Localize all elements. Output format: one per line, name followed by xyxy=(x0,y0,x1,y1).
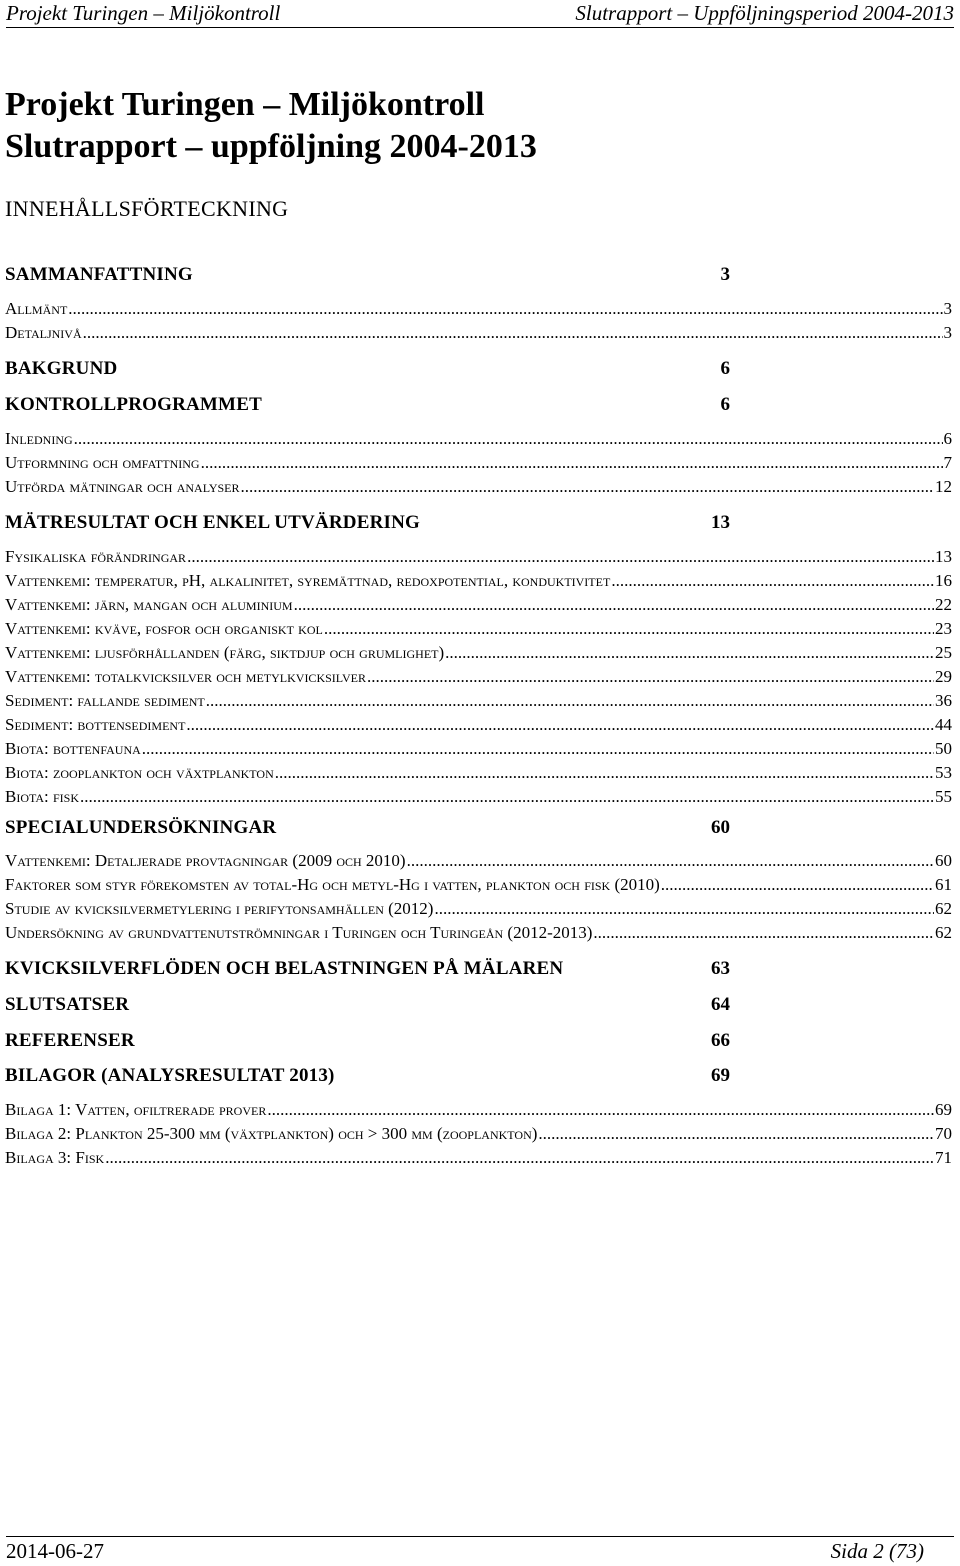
toc-subsection[interactable] xyxy=(5,690,952,712)
toc-subsection[interactable] xyxy=(5,1099,952,1121)
toc-section[interactable] xyxy=(5,357,730,381)
toc-entry-title: SAMMANFATTNING xyxy=(5,264,193,285)
toc-entry-title: Undersökning av grundvattenutströmningar i Turingen och Turingeån (2012-2013) xyxy=(5,923,593,942)
toc-dot-leader xyxy=(80,786,934,808)
toc-subsection[interactable] xyxy=(5,642,952,664)
toc-page-number: 6 xyxy=(720,358,730,379)
toc-subsection[interactable] xyxy=(5,850,952,872)
toc-entry-title: Vattenkemi: temperatur, pH, alkalinitet, syremättnad, redoxpotential, konduktivitet xyxy=(5,571,611,590)
toc-entry-title: Fysikaliska förändringar xyxy=(5,547,187,566)
toc-dot-leader xyxy=(434,898,934,920)
toc-dot-leader xyxy=(186,714,934,736)
toc-page-number: 6 xyxy=(720,394,730,415)
toc-subsection[interactable] xyxy=(5,738,952,760)
toc-dot-leader xyxy=(294,594,934,616)
toc-dot-leader xyxy=(187,546,934,568)
toc-subsection[interactable] xyxy=(5,874,952,896)
toc-entry-title: Utförda mätningar och analyser xyxy=(5,477,240,496)
toc-subsection[interactable] xyxy=(5,618,952,640)
toc-subsection[interactable] xyxy=(5,898,952,920)
toc-dot-leader xyxy=(324,618,934,640)
toc-entry-title: KVICKSILVERFLÖDEN OCH BELASTNINGEN PÅ MÄLAREN xyxy=(5,958,564,979)
toc-page-number: 66 xyxy=(711,1030,730,1051)
toc-section[interactable] xyxy=(5,263,730,287)
toc-subsection[interactable] xyxy=(5,666,952,688)
toc-page-number: 53 xyxy=(935,763,952,782)
footer-page-number: Sida 2 (73) xyxy=(830,1539,924,1563)
toc-page-number: 70 xyxy=(935,1124,952,1143)
toc-page-number: 13 xyxy=(935,547,952,566)
toc-entry-title: Biota: zooplankton och växtplankton xyxy=(5,763,274,782)
toc-page-number: 60 xyxy=(935,851,952,870)
toc-section[interactable] xyxy=(5,993,730,1017)
toc-entry-title: Biota: bottenfauna xyxy=(5,739,141,758)
toc-entry-title: Detaljnivå xyxy=(5,323,82,342)
toc-subsection[interactable] xyxy=(5,786,952,808)
toc-entry-title: BILAGOR (ANALYSRESULTAT 2013) xyxy=(5,1065,335,1086)
toc-subsection[interactable] xyxy=(5,714,952,736)
toc-dot-leader xyxy=(275,762,934,784)
toc-page-number: 3 xyxy=(943,323,952,342)
toc-dot-leader xyxy=(267,1099,934,1121)
toc-subsection[interactable] xyxy=(5,1123,952,1145)
toc-dot-leader xyxy=(661,874,934,896)
toc-section[interactable] xyxy=(5,1064,730,1088)
toc-dot-leader xyxy=(83,322,943,344)
toc-page-number: 29 xyxy=(935,667,952,686)
toc-page-number: 13 xyxy=(711,512,730,533)
toc-subsection[interactable] xyxy=(5,594,952,616)
toc-page-number: 23 xyxy=(935,619,952,638)
toc-subsection[interactable] xyxy=(5,922,952,944)
toc-dot-leader xyxy=(593,922,934,944)
toc-subsection[interactable] xyxy=(5,546,952,568)
toc-section[interactable] xyxy=(5,393,730,417)
toc-entry-title: Sediment: bottensediment xyxy=(5,715,186,734)
toc-entry-title: SPECIALUNDERSÖKNINGAR xyxy=(5,817,277,838)
toc-page-number: 63 xyxy=(711,958,730,979)
toc-section[interactable] xyxy=(5,1029,730,1053)
toc-entry-title: Vattenkemi: Detaljerade provtagningar (2009 och 2010) xyxy=(5,851,406,870)
toc-page-number: 62 xyxy=(935,899,952,918)
toc-subsection[interactable] xyxy=(5,298,952,320)
toc-section[interactable] xyxy=(5,511,730,535)
toc-page-number: 71 xyxy=(935,1148,952,1167)
toc-dot-leader xyxy=(241,476,935,498)
toc-entry-title: Vattenkemi: kväve, fosfor och organiskt kol xyxy=(5,619,323,638)
toc-subsection[interactable] xyxy=(5,570,952,592)
toc-dot-leader xyxy=(445,642,934,664)
toc-entry-title: Vattenkemi: järn, mangan och aluminium xyxy=(5,595,293,614)
toc-dot-leader xyxy=(407,850,934,872)
header-project: Projekt Turingen – Miljökontroll xyxy=(6,1,281,25)
toc-page-number: 69 xyxy=(711,1065,730,1086)
toc-entry-title: Bilaga 1: Vatten, ofiltrerade prover xyxy=(5,1100,267,1119)
toc-entry-title: KONTROLLPROGRAMMET xyxy=(5,394,262,415)
toc-subsection[interactable] xyxy=(5,322,952,344)
toc-dot-leader xyxy=(206,690,934,712)
toc-subsection[interactable] xyxy=(5,476,952,498)
toc-page-number: 3 xyxy=(720,264,730,285)
toc-entry-title: Sediment: fallande sediment xyxy=(5,691,205,710)
title-line-1: Projekt Turingen – Miljökontroll xyxy=(5,86,485,123)
toc-page-number: 61 xyxy=(935,875,952,894)
toc-entry-title: Vattenkemi: totalkvicksilver och metylkvicksilver xyxy=(5,667,367,686)
footer-date: 2014-06-27 xyxy=(6,1539,104,1563)
toc-subsection[interactable] xyxy=(5,452,952,474)
toc-dot-leader xyxy=(538,1123,934,1145)
title-line-2: Slutrapport – uppföljning 2004-2013 xyxy=(5,128,537,165)
toc-entry-title: Bilaga 3: Fisk xyxy=(5,1148,105,1167)
toc-dot-leader xyxy=(367,666,934,688)
toc-entry-title: Bilaga 2: Plankton 25-300 µm (växtplankton) och > 300 µm (zooplankton) xyxy=(5,1124,538,1143)
toc-entry-title: SLUTSATSER xyxy=(5,994,130,1015)
toc-page-number: 22 xyxy=(935,595,952,614)
toc-dot-leader xyxy=(201,452,943,474)
toc-page-number: 36 xyxy=(935,691,952,710)
toc-subsection[interactable] xyxy=(5,762,952,784)
document-title xyxy=(5,84,537,168)
toc-page-number: 7 xyxy=(943,453,952,472)
toc-page-number: 60 xyxy=(711,817,730,838)
toc-page-number: 62 xyxy=(935,923,952,942)
toc-dot-leader xyxy=(74,428,943,450)
toc-page-number: 44 xyxy=(935,715,952,734)
toc-entry-title: Faktorer som styr förekomsten av total-Hg och metyl-Hg i vatten, plankton och fisk (2010) xyxy=(5,875,660,894)
toc-page-number: 6 xyxy=(943,429,952,448)
running-header xyxy=(6,0,954,28)
toc-entry-title: MÄTRESULTAT OCH ENKEL UTVÄRDERING xyxy=(5,512,421,533)
toc-entry-title: Studie av kvicksilvermetylering i perifytonsamhällen (2012) xyxy=(5,899,434,918)
toc-dot-leader xyxy=(142,738,934,760)
toc-dot-leader xyxy=(611,570,934,592)
page-footer xyxy=(6,1536,954,1566)
toc-section[interactable] xyxy=(5,957,730,981)
toc-entry-title: Utformning och omfattning xyxy=(5,453,200,472)
toc-dot-leader xyxy=(105,1147,934,1169)
toc-page-number: 12 xyxy=(935,477,952,496)
toc-subsection[interactable] xyxy=(5,428,952,450)
toc-entry-title: Inledning xyxy=(5,429,73,448)
header-report: Slutrapport – Uppföljningsperiod 2004-2013 xyxy=(575,1,954,25)
toc-page-number: 64 xyxy=(711,994,730,1015)
toc-page-number: 16 xyxy=(935,571,952,590)
toc-subsection[interactable] xyxy=(5,1147,952,1169)
toc-entry-title: Allmänt xyxy=(5,299,68,318)
toc-page-number: 3 xyxy=(943,299,952,318)
toc-page-number: 50 xyxy=(935,739,952,758)
toc-entry-title: Vattenkemi: ljusförhållanden (färg, siktdjup och grumlighet) xyxy=(5,643,445,662)
toc-dot-leader xyxy=(68,298,942,320)
toc-page-number: 55 xyxy=(935,787,952,806)
toc-entry-title: BAKGRUND xyxy=(5,358,118,379)
toc-section[interactable] xyxy=(5,816,730,840)
toc-page-number: 25 xyxy=(935,643,952,662)
toc-entry-title: REFERENSER xyxy=(5,1030,135,1051)
toc-page-number: 69 xyxy=(935,1100,952,1119)
toc-entry-title: Biota: fisk xyxy=(5,787,80,806)
toc-heading: INNEHÅLLSFÖRTECKNING xyxy=(5,196,289,221)
